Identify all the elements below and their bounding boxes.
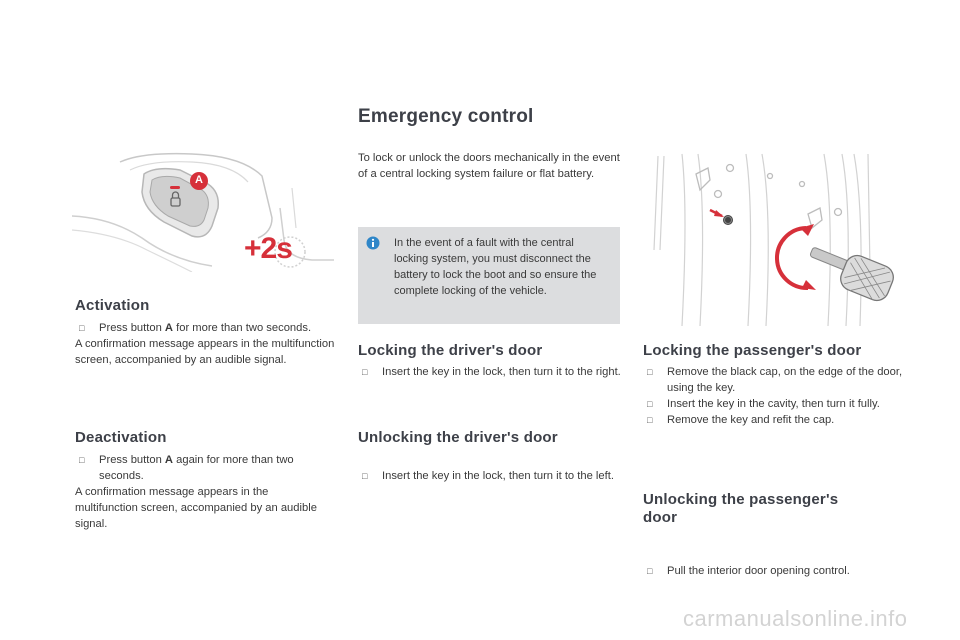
lock-passenger-bullet-text: Remove the key and refit the cap.: [667, 414, 835, 426]
door-edge-illustration: [648, 150, 898, 330]
timer-badge: [242, 234, 322, 268]
unlock-driver-bullet-text: Insert the key in the lock, then turn it to the left.: [382, 470, 614, 482]
deactivation-body: [75, 452, 325, 532]
unlock-passenger-bullet: [643, 563, 929, 579]
emergency-intro: To lock or unlock the doors mechanically in the event of a central locking system failure or flat battery.: [358, 152, 620, 180]
deactivation-bullet-key: A: [164, 454, 174, 466]
timer-badge-text: +2s: [244, 232, 292, 265]
lock-driver-bullet-text: Insert the key in the lock, then turn it to the right.: [382, 366, 621, 378]
unlock-passenger-bullet-text: Pull the interior door opening control.: [667, 565, 850, 577]
bullet-icon: □: [647, 415, 653, 425]
watermark: carmanualsonline.info: [683, 606, 908, 631]
deactivation-bullet-suffix: again for more than two seconds.: [99, 454, 294, 482]
info-tip-text: In the event of a fault with the central locking system, you must disconnect the battery to lock the boot and so ensure the complete locking of the vehicle.: [394, 237, 597, 297]
bullet-icon: □: [647, 367, 653, 377]
lock-passenger-bullets: [643, 364, 905, 428]
lock-driver-heading: Locking the driver's door: [358, 342, 543, 359]
info-tip-box: [358, 227, 620, 324]
door-edge-drawing: [648, 150, 898, 330]
button-a-label: A: [195, 174, 203, 186]
deactivation-heading: Deactivation: [75, 429, 167, 446]
activation-bullet-suffix: for more than two seconds.: [173, 322, 312, 334]
bullet-icon: □: [362, 367, 368, 377]
bullet-icon: □: [79, 455, 85, 465]
door-cap: [710, 210, 733, 225]
activation-text: A confirmation message appears in the multifunction screen, accompanied by an audible signal.: [75, 338, 335, 366]
bullet-icon: □: [79, 323, 85, 333]
lock-passenger-bullet-text: Insert the key in the cavity, then turn it fully.: [667, 398, 880, 410]
bullet-icon: □: [647, 399, 653, 409]
lock-passenger-bullet: [643, 396, 905, 412]
deactivation-text: A confirmation message appears in the multifunction screen, accompanied by an audible signal.: [75, 486, 317, 530]
unlock-driver-heading: Unlocking the driver's door: [358, 429, 558, 446]
bullet-icon: □: [362, 471, 368, 481]
unlock-driver-bullet: [358, 468, 622, 484]
lock-passenger-heading: Locking the passenger's door: [643, 342, 862, 359]
key-in-cavity: [777, 224, 897, 304]
activation-bullet-key: A: [164, 322, 174, 334]
lock-passenger-bullet-text: Remove the black cap, on the edge of the door, using the key.: [667, 366, 903, 394]
lock-button-illustration: [72, 148, 334, 272]
emergency-heading: Emergency control: [358, 106, 534, 127]
unlock-passenger-heading: Unlocking the passenger's door: [643, 491, 839, 526]
activation-heading: Activation: [75, 297, 150, 314]
activation-body: [75, 320, 345, 368]
deactivation-bullet: [75, 452, 299, 484]
lock-passenger-bullet: [643, 364, 905, 396]
activation-bullet: [75, 320, 345, 336]
lock-driver-bullet: [358, 364, 644, 380]
lock-passenger-bullet: [643, 412, 905, 428]
bullet-icon: □: [647, 566, 653, 576]
deactivation-bullet-prefix: Press button: [99, 454, 165, 466]
activation-bullet-prefix: Press button: [99, 322, 165, 334]
info-icon: [366, 236, 380, 250]
